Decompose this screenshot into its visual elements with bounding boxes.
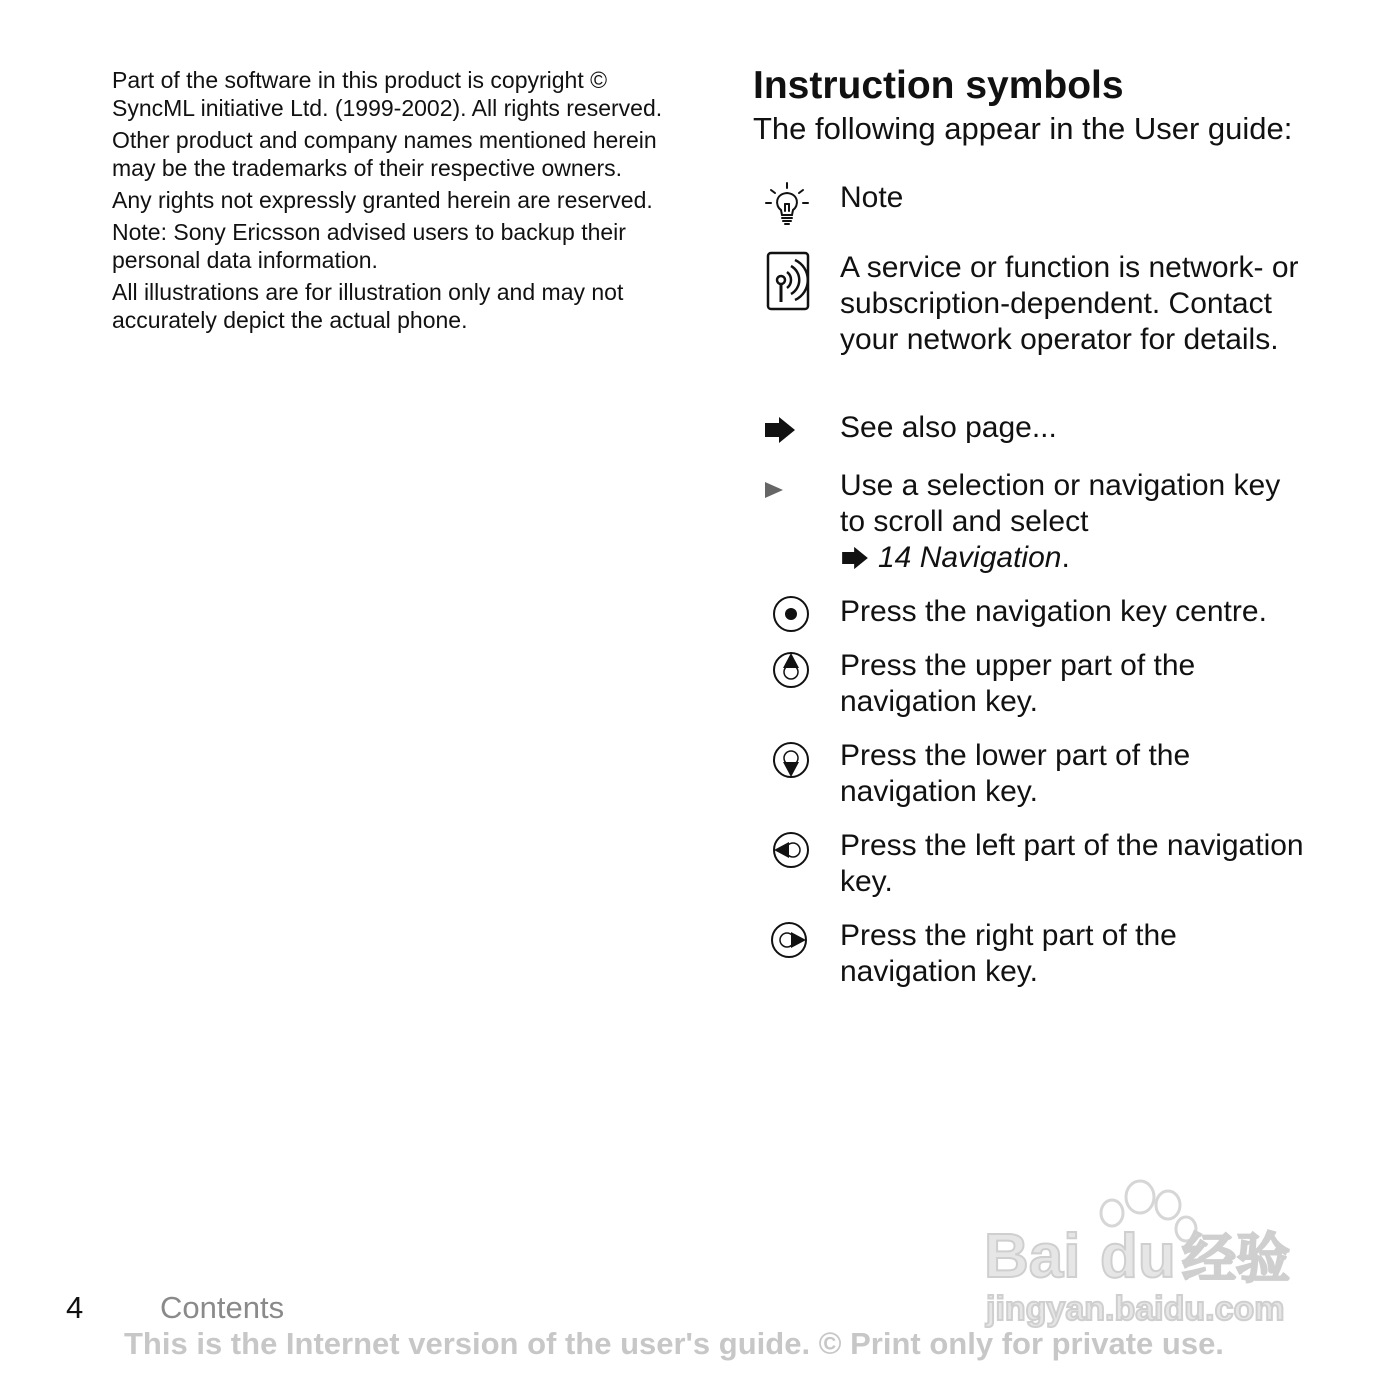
note-label: Note: [112, 219, 167, 245]
svg-text:jingyan.baidu.com: jingyan.baidu.com [986, 1290, 1285, 1328]
symbol-text-network: A service or function is network- or subscription-dependent. Contact your network operator for details. [840, 251, 1299, 356]
illustrations-paragraph: All illustrations are for illustration only and may not accurately depict the actual phone. [112, 279, 624, 333]
svg-text:du: du [1100, 1222, 1176, 1291]
legal-notice [112, 66, 672, 338]
symbol-text-nav-up: Press the upper part of the navigation key. [840, 649, 1196, 718]
nav-right-icon [769, 920, 809, 960]
symbol-text-nav-down: Press the lower part of the navigation key. [840, 739, 1191, 808]
section-heading: Instruction symbols [753, 64, 1124, 107]
symbol-text-selection [840, 468, 1310, 576]
page-reference-link[interactable]: 14 Navigation [878, 541, 1062, 574]
nav-down-icon [771, 740, 811, 780]
trademarks-paragraph: Other product and company names mentioned herein may be the trademarks of their respective owners. [112, 127, 657, 181]
svg-text:Bai: Bai [984, 1222, 1081, 1291]
copyright-paragraph: Part of the software in this product is copyright © SyncML initiative Ltd. (1999-2002). All rights reserved. [112, 67, 663, 121]
symbol-text-nav-center: Press the navigation key centre. [840, 595, 1267, 628]
nav-up-icon [771, 650, 811, 690]
selection-text: Use a selection or navigation key to scroll and select [840, 469, 1281, 538]
nav-left-icon [771, 830, 811, 870]
symbol-text-nav-right: Press the right part of the navigation key. [840, 919, 1177, 988]
note-text: Sony Ericsson advised users to backup their personal data information. [112, 219, 626, 273]
section-name: Contents [160, 1290, 285, 1325]
arrow-right-icon [840, 546, 870, 570]
svg-text:经验: 经验 [1182, 1227, 1290, 1290]
network-service-icon [765, 250, 811, 312]
reference-suffix: . [1061, 541, 1070, 574]
page-number: 4 [66, 1290, 84, 1325]
triangle-right-icon [763, 480, 785, 500]
symbol-text-see-also: See also page... [840, 411, 1057, 444]
nav-center-icon [771, 594, 811, 634]
internet-version-notice: This is the Internet version of the user's guide. © Print only for private use. [124, 1326, 1224, 1361]
baidu-watermark-logo [980, 1175, 1310, 1330]
symbol-text-note: Note [840, 181, 904, 214]
section-intro: The following appear in the User guide: [753, 111, 1293, 146]
lightbulb-icon [763, 180, 811, 228]
arrow-right-icon [763, 416, 797, 444]
backup-note-paragraph [112, 218, 672, 274]
instruction-symbols-section [753, 62, 1353, 988]
symbol-text-nav-left: Press the left part of the navigation key. [840, 829, 1304, 898]
rights-paragraph: Any rights not expressly granted herein are reserved. [112, 187, 653, 213]
